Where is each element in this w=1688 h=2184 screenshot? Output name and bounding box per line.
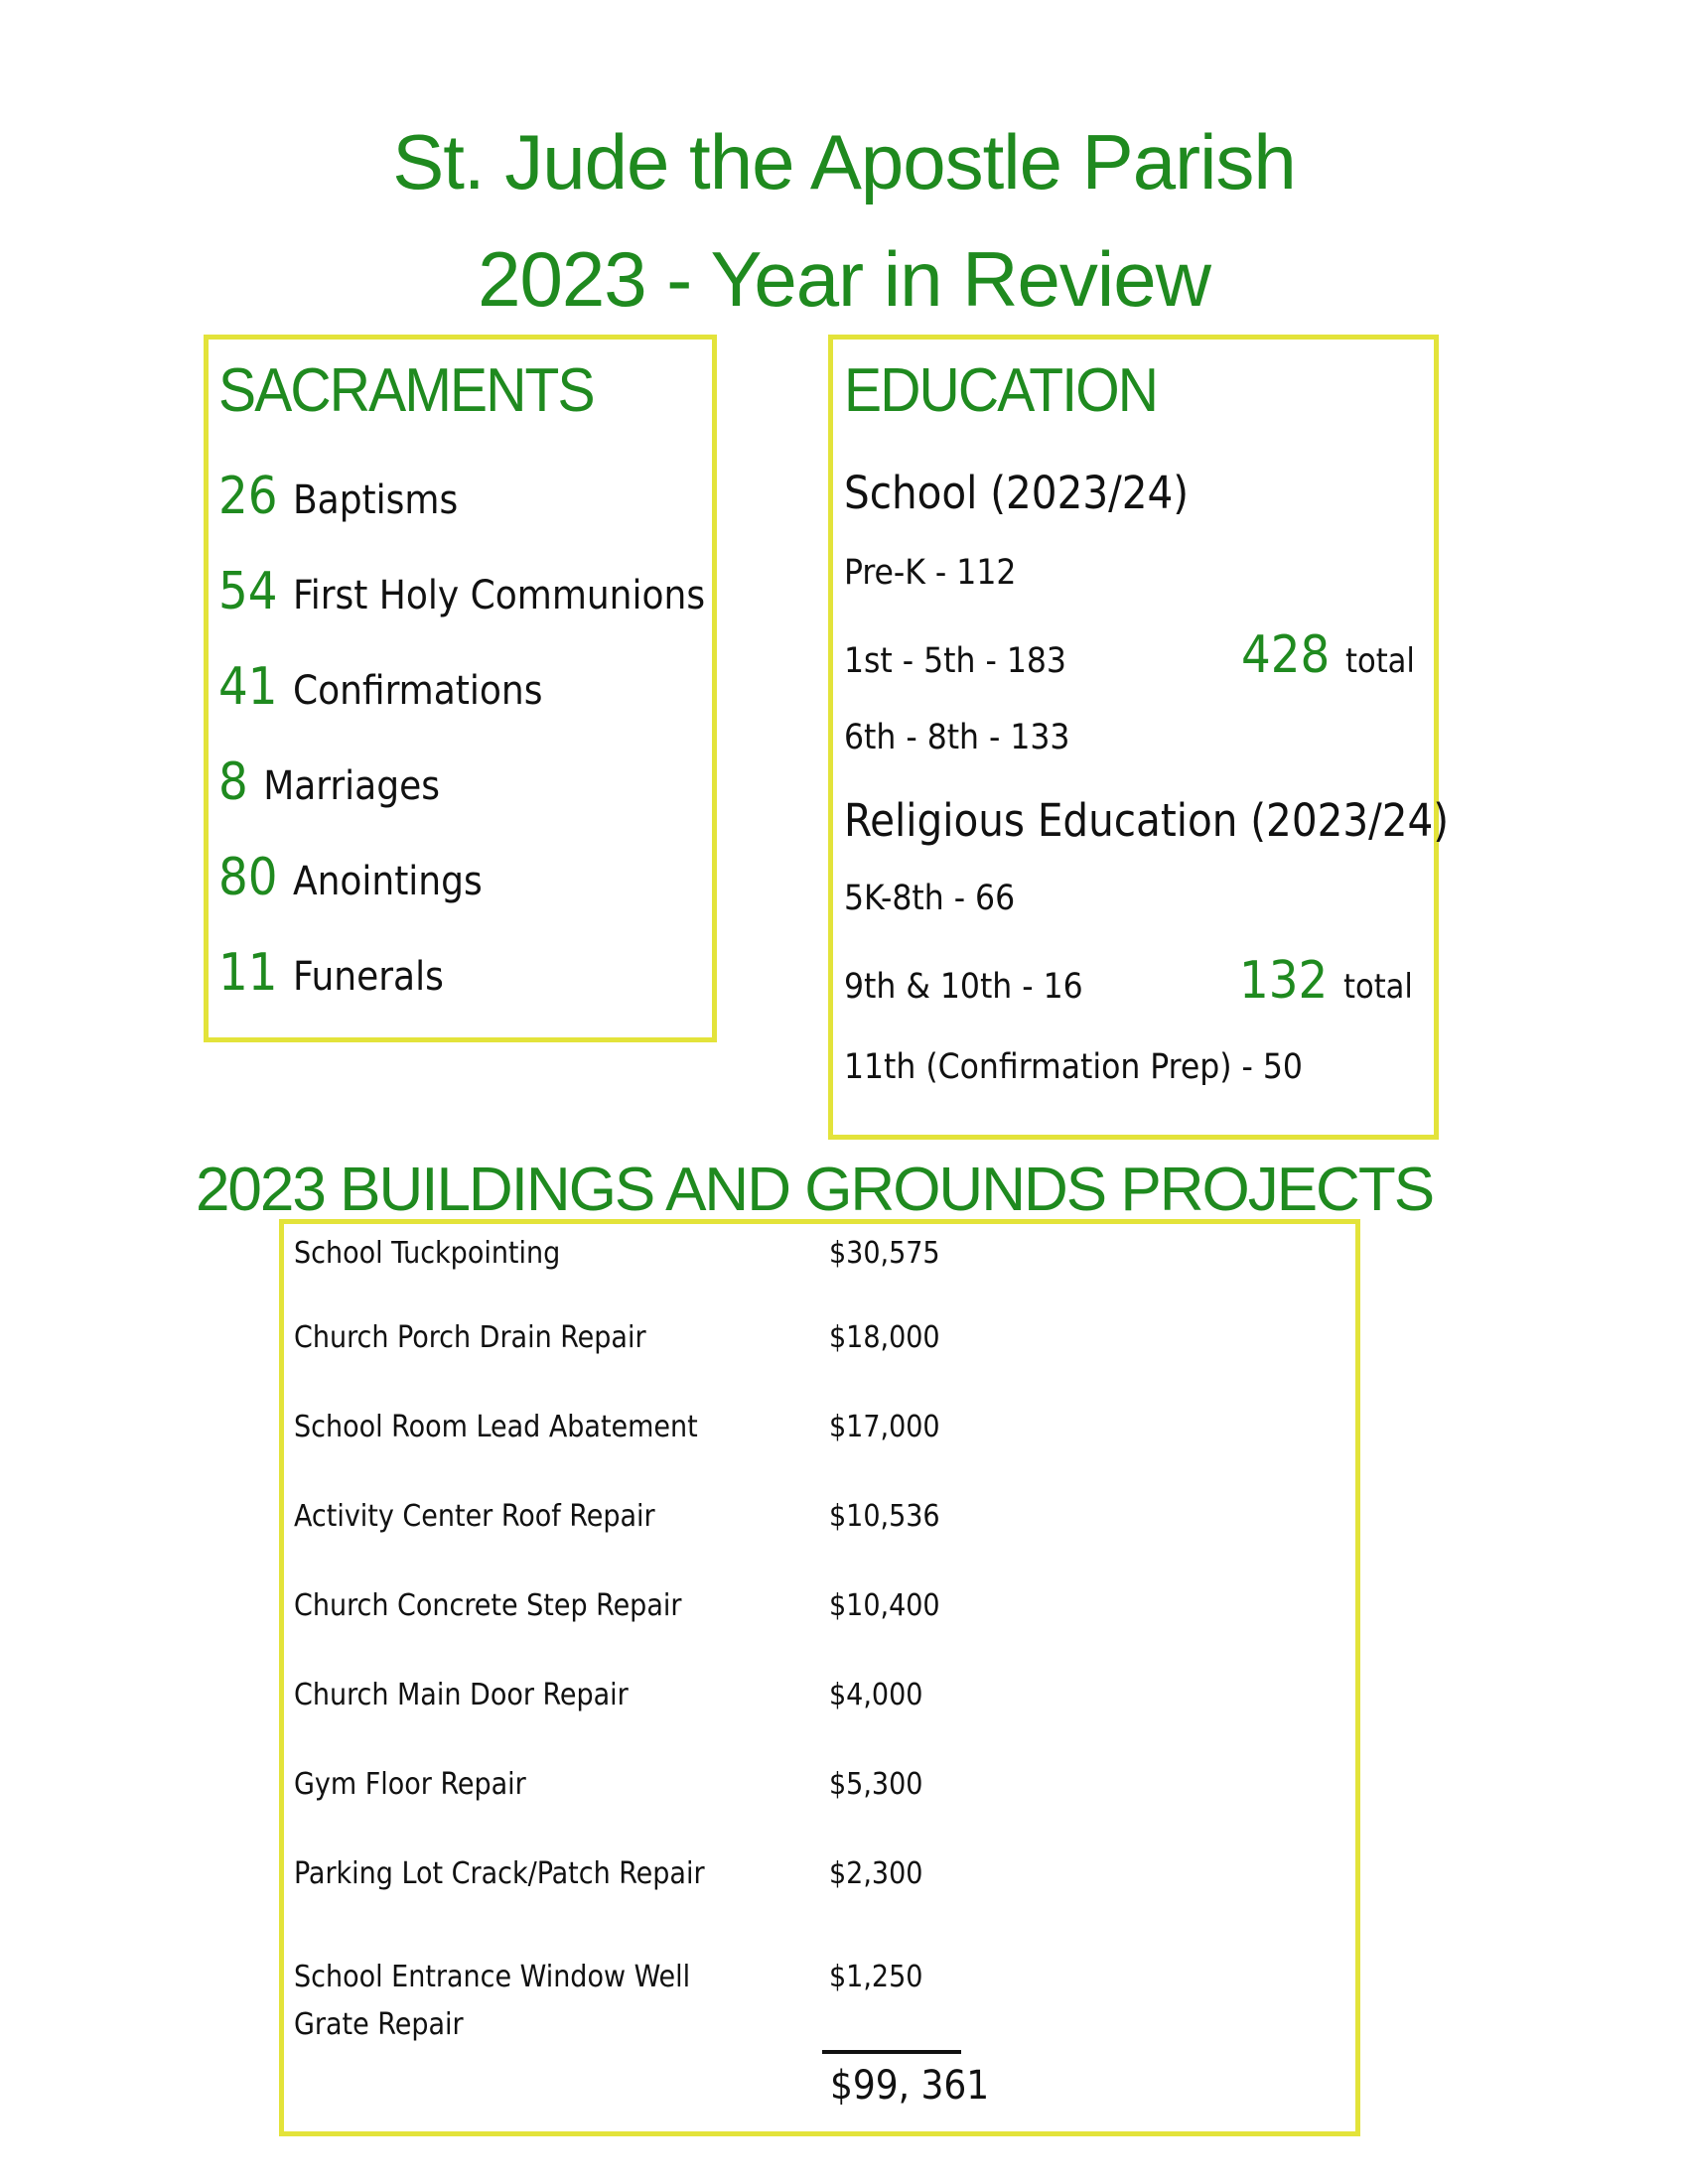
project-name: Church Porch Drain Repair [294, 1320, 646, 1355]
project-name: Activity Center Roof Repair [294, 1499, 655, 1534]
project-cost: $10,400 [829, 1588, 940, 1623]
project-cost: $5,300 [829, 1767, 923, 1802]
sacrament-count: 54 [218, 562, 278, 621]
project-name: Parking Lot Crack/Patch Repair [294, 1856, 705, 1891]
projects-total: $99, 361 [830, 2063, 990, 2109]
sacrament-label: Funerals [292, 954, 444, 1000]
project-cost: $1,250 [829, 1960, 923, 1994]
education-heading: EDUCATION [844, 356, 1158, 425]
sacraments-heading: SACRAMENTS [218, 356, 594, 425]
project-name: School Tuckpointing [294, 1236, 561, 1271]
sacrament-item [218, 657, 542, 717]
projects-heading: 2023 BUILDINGS AND GROUNDS PROJECTS [195, 1156, 1434, 1224]
sacrament-label: Confirmations [292, 668, 543, 714]
school-total-number: 428 [1241, 625, 1331, 685]
page-title-line1: St. Jude the Apostle Parish [392, 118, 1296, 205]
school-row: 6th - 8th - 133 [844, 718, 1070, 757]
page-title-line2: 2023 - Year in Review [478, 235, 1210, 323]
project-name: School Entrance Window Well Grate Repair [294, 1960, 691, 2042]
sacrament-item [218, 752, 440, 812]
project-cost: $4,000 [829, 1678, 923, 1712]
sacrament-count: 11 [218, 943, 278, 1003]
sacrament-count: 41 [218, 657, 278, 717]
religious-ed-total [1239, 951, 1413, 1011]
school-row: Pre-K - 112 [844, 553, 1017, 593]
school-total-label: total [1345, 641, 1415, 681]
sacrament-count: 80 [218, 848, 278, 907]
project-name: Gym Floor Repair [294, 1767, 526, 1802]
project-cost: $30,575 [829, 1236, 940, 1271]
project-cost: $17,000 [829, 1410, 940, 1444]
school-title: School (2023/24) [844, 467, 1190, 519]
sacrament-count: 8 [218, 752, 248, 812]
religious-ed-row: 11th (Confirmation Prep) - 50 [844, 1047, 1303, 1087]
sacrament-item [218, 562, 705, 621]
sacrament-label: Marriages [263, 763, 440, 809]
religious-ed-row: 5K-8th - 66 [844, 879, 1016, 918]
sacrament-item [218, 467, 458, 526]
school-row: 1st - 5th - 183 [844, 641, 1066, 681]
project-cost: $10,536 [829, 1499, 940, 1534]
project-cost: $18,000 [829, 1320, 940, 1355]
project-name: Church Main Door Repair [294, 1678, 629, 1712]
sacrament-label: First Holy Communions [292, 573, 706, 618]
project-cost: $2,300 [829, 1856, 923, 1891]
school-total [1241, 625, 1415, 685]
sacrament-item [218, 943, 444, 1003]
religious-ed-total-label: total [1343, 967, 1413, 1007]
religious-ed-total-number: 132 [1239, 951, 1329, 1011]
religious-ed-title: Religious Education (2023/24) [844, 794, 1450, 847]
project-name: School Room Lead Abatement [294, 1410, 698, 1444]
sacrament-count: 26 [218, 467, 278, 526]
sacrament-label: Anointings [292, 859, 483, 904]
total-rule [822, 2050, 961, 2054]
sacrament-item [218, 848, 483, 907]
religious-ed-row: 9th & 10th - 16 [844, 967, 1083, 1007]
sacrament-label: Baptisms [292, 478, 459, 523]
project-name: Church Concrete Step Repair [294, 1588, 682, 1623]
